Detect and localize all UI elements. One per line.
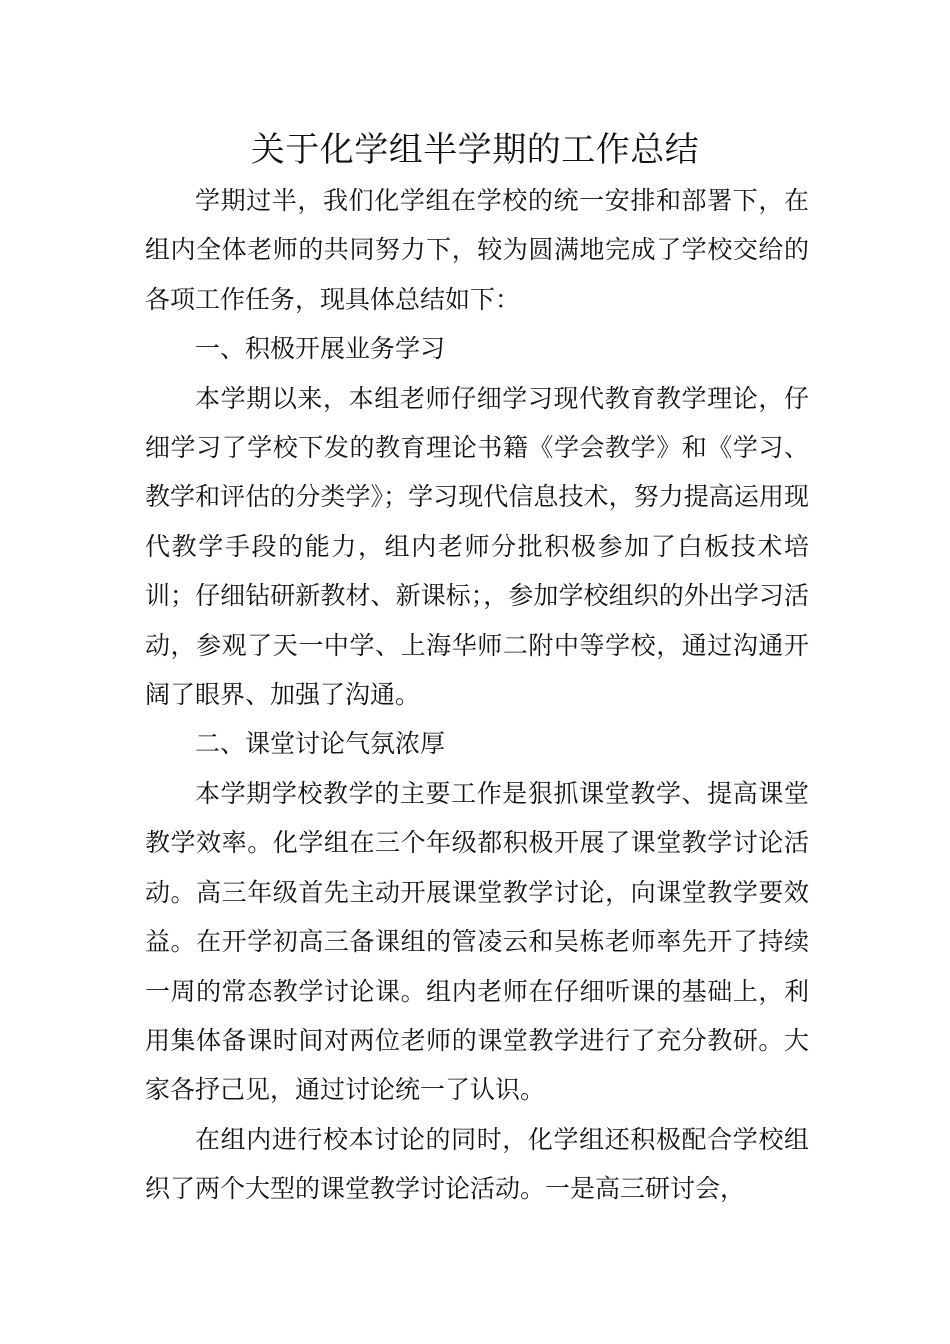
section-heading-1: 一、积极开展业务学习 bbox=[195, 334, 446, 364]
section-2-paragraph: 本学期学校教学的主要工作是狠抓课堂教学、提高课堂教学效率。化学组在三个年级都积极开展了课堂教学讨论活动。高三年级首先主动开展课堂教学讨论，向课堂教学要效益。在开学初高三备课组的管凌云和吴栋老师率先开了持续一周的常态教学讨论课。组内老师在仔细听课的基础上，利用集体备课时间对两位老师的课堂教学进行了充分教研。大家各抒己见，通过讨论统一了认识。 bbox=[145, 778, 809, 1105]
section-2-paragraph-continued: 在组内进行校本讨论的同时，化学组还积极配合学校组织了两个大型的课堂教学讨论活动。一是高三研讨会， bbox=[145, 1124, 809, 1204]
document-body bbox=[145, 176, 809, 1214]
document-title: 关于化学组半学期的工作总结 bbox=[250, 130, 700, 170]
intro-paragraph: 学期过半，我们化学组在学校的统一安排和部署下，在组内全体老师的共同努力下，较为圆满地完成了学校交给的各项工作任务，现具体总结如下： bbox=[145, 186, 809, 314]
section-heading-2: 二、课堂讨论气氛浓厚 bbox=[195, 729, 446, 759]
section-1-paragraph: 本学期以来，本组老师仔细学习现代教育教学理论，仔细学习了学校下发的教育理论书籍《学会教学》和《学习、教学和评估的分类学》；学习现代信息技术，努力提高运用现代教学手段的能力，组内老师分批积极参加了白板技术培训；仔细钻研新教材、新课标；，参加学校组织的外出学习活动，参观了天一中学、上海华师二附中等学校，通过沟通开阔了眼界、加强了沟通。 bbox=[145, 383, 809, 710]
